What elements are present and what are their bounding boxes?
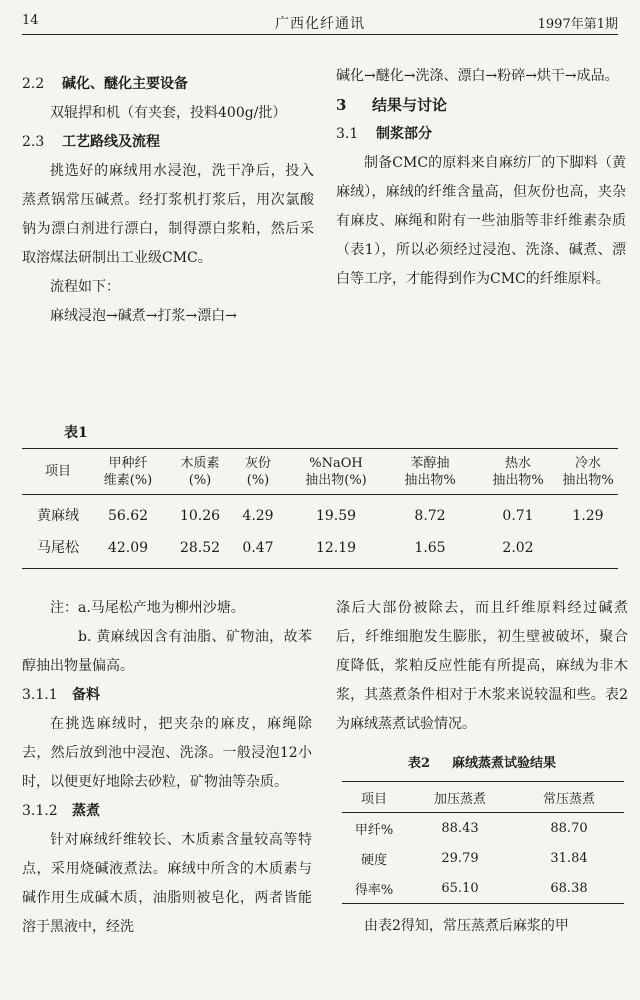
left-column-lower <box>22 594 312 942</box>
section-title: 碱化、醚化主要设备 <box>62 76 188 92</box>
table-cell: 12.19 <box>315 540 357 556</box>
continued-paragraph: 涤后大部份被除去，而且纤维原料经过碱煮后，纤维细胞发生膨胀，初生壁被破坏，聚合度降低，浆粕反应性能有所提高，麻绒为非木浆，其蒸煮条件相对于木浆来说较温和些。表2为麻绒蒸煮试验情况。 <box>336 600 628 732</box>
header-line: 冷水 <box>574 456 601 471</box>
header-line: (%) <box>246 473 270 488</box>
column-header <box>88 455 168 489</box>
table-header-row <box>342 782 624 813</box>
table-cell: 56.62 <box>107 508 149 524</box>
running-header <box>22 6 618 35</box>
column-header: 常压蒸煮 <box>542 791 595 807</box>
table-cell: 得率% <box>354 882 394 898</box>
table-2-label: 表2 <box>407 756 431 771</box>
table-1-bottom-rule <box>22 568 618 569</box>
right-column-upper <box>336 62 626 294</box>
header-line: 项目 <box>44 464 71 479</box>
table-cell: 马尾松 <box>37 540 79 556</box>
section-3-1-heading <box>336 120 626 149</box>
section-3-1-2-heading <box>22 797 312 826</box>
column-header: 加压蒸煮 <box>433 791 486 807</box>
column-header <box>553 455 623 489</box>
flow-line-2: 碱化→醚化→洗涤、漂白→粉碎→烘干→成品。 <box>336 68 619 84</box>
header-line: 苯醇抽 <box>410 456 450 471</box>
section-number: 3.1.1 <box>22 687 58 703</box>
flow-intro: 流程如下： <box>50 279 120 295</box>
table-1-top-rule <box>22 448 618 449</box>
section-title: 蒸煮 <box>72 803 100 819</box>
table-2-title: 麻绒蒸煮试验结果 <box>452 756 557 771</box>
header-line: 抽出物(%) <box>305 473 367 488</box>
table-row <box>342 873 624 904</box>
section-3-1-1-body: 在挑选麻绒时，把夹杂的麻皮，麻绳除去，然后放到池中浸泡、洗涤。一般浸泡12小时，以便更好地除去砂粒，矿物油等杂质。 <box>22 716 312 790</box>
journal-title: 广西化纤通讯 <box>275 16 365 32</box>
section-3-1-body: 制备CMC的原料来自麻纺厂的下脚料（黄麻绒），麻绒的纤维含量高，但灰份也高，夹杂有麻皮、麻绳和附有一些油脂等非纤维素杂质（表1），所以必须经过浸泡、洗涤、碱煮、漂白等工序，才能得到作为CMC的纤维原料。 <box>336 155 626 287</box>
section-number: 3 <box>336 96 347 114</box>
table-cell: 68.38 <box>550 880 588 896</box>
table-cell: 8.72 <box>414 508 446 524</box>
table-2 <box>342 781 624 904</box>
section-number: 3.1.2 <box>22 803 58 819</box>
section-2-3-heading <box>22 128 314 157</box>
section-number: 2.3 <box>22 134 45 150</box>
issue-label: 1997年第1期 <box>537 17 618 32</box>
header-line: 木质素 <box>180 456 220 471</box>
table-cell: 29.79 <box>441 850 479 866</box>
table-cell: 42.09 <box>107 540 149 556</box>
table-row <box>342 843 624 873</box>
table-1-caption: 表1 <box>64 425 88 441</box>
header-line: 抽出物% <box>404 473 456 488</box>
table-cell: 10.26 <box>179 508 221 524</box>
table-cell: 19.59 <box>315 508 357 524</box>
header-line: 甲种纤 <box>108 456 148 471</box>
header-line: (%) <box>188 473 212 488</box>
header-line: 抽出物% <box>562 473 614 488</box>
section-3-heading <box>336 91 626 120</box>
section-3-1-1-heading <box>22 681 312 710</box>
table-cell: 2.02 <box>502 540 534 556</box>
table-cell: 0.71 <box>502 508 534 524</box>
table-1-note-b: b. 黄麻绒因含有油脂、矿物油，故苯醇抽出物量偏高。 <box>22 629 312 674</box>
table-cell: 65.10 <box>441 880 479 896</box>
table-1-note-a: 注：a.马尾松产地为柳州沙塘。 <box>50 600 245 616</box>
flow-line-1: 麻绒浸泡→碱煮→打浆→漂白→ <box>50 308 237 324</box>
column-header: 项目 <box>360 791 387 807</box>
column-header <box>286 455 386 489</box>
table-cell: 88.70 <box>550 820 588 836</box>
table-2-caption <box>336 753 628 775</box>
table-row <box>342 813 624 844</box>
table-1-header-rule <box>22 494 618 495</box>
section-title: 工艺路线及流程 <box>62 134 160 150</box>
table-cell: 1.29 <box>572 508 604 524</box>
table-cell: 4.29 <box>242 508 274 524</box>
column-header <box>23 463 93 480</box>
table-cell: 1.65 <box>414 540 446 556</box>
header-line: 热水 <box>504 456 531 471</box>
column-header <box>233 455 283 489</box>
section-number: 3.1 <box>336 126 359 142</box>
table-cell: 黄麻绒 <box>37 508 79 524</box>
section-2-2-body: 双辊捍和机（有夹套，投料400g/批） <box>50 105 287 121</box>
section-title: 制浆部分 <box>376 126 432 142</box>
table-cell: 硬度 <box>360 852 387 868</box>
table-cell: 甲纤% <box>354 822 394 838</box>
section-title: 结果与讨论 <box>372 96 448 114</box>
section-3-1-2-body: 针对麻绒纤维较长、木质素含量较高等特点，采用烧碱液煮法。麻绒中所含的木质素与碱作用生成碱木质，油脂则被皂化，两者皆能溶于黑液中，经洗 <box>22 832 312 935</box>
table-cell: 31.84 <box>550 850 588 866</box>
left-column-upper <box>22 70 314 331</box>
right-column-lower <box>336 594 628 941</box>
section-title: 备料 <box>72 687 100 703</box>
section-2-2-heading <box>22 70 314 99</box>
section-number: 2.2 <box>22 76 45 92</box>
header-line: %NaOH <box>309 456 363 471</box>
table-cell: 28.52 <box>179 540 221 556</box>
section-2-3-body: 挑选好的麻绒用水浸泡，洗干净后，投入蒸煮锅常压碱煮。经打浆机打浆后，用次氯酸钠为漂白剂进行漂白，制得漂白浆粕，然后采取溶煤法研制出工业级CMC。 <box>22 163 314 266</box>
page-number: 14 <box>22 13 39 28</box>
closing-paragraph: 由表2得知，常压蒸煮后麻浆的甲 <box>364 918 569 934</box>
header-line: 灰份 <box>244 456 271 471</box>
table-cell: 0.47 <box>242 540 274 556</box>
column-header <box>478 455 558 489</box>
table-cell: 88.43 <box>441 820 479 836</box>
header-line: 抽出物% <box>492 473 544 488</box>
column-header <box>385 455 475 489</box>
header-line: 维素(%) <box>103 473 153 488</box>
column-header <box>165 455 235 489</box>
